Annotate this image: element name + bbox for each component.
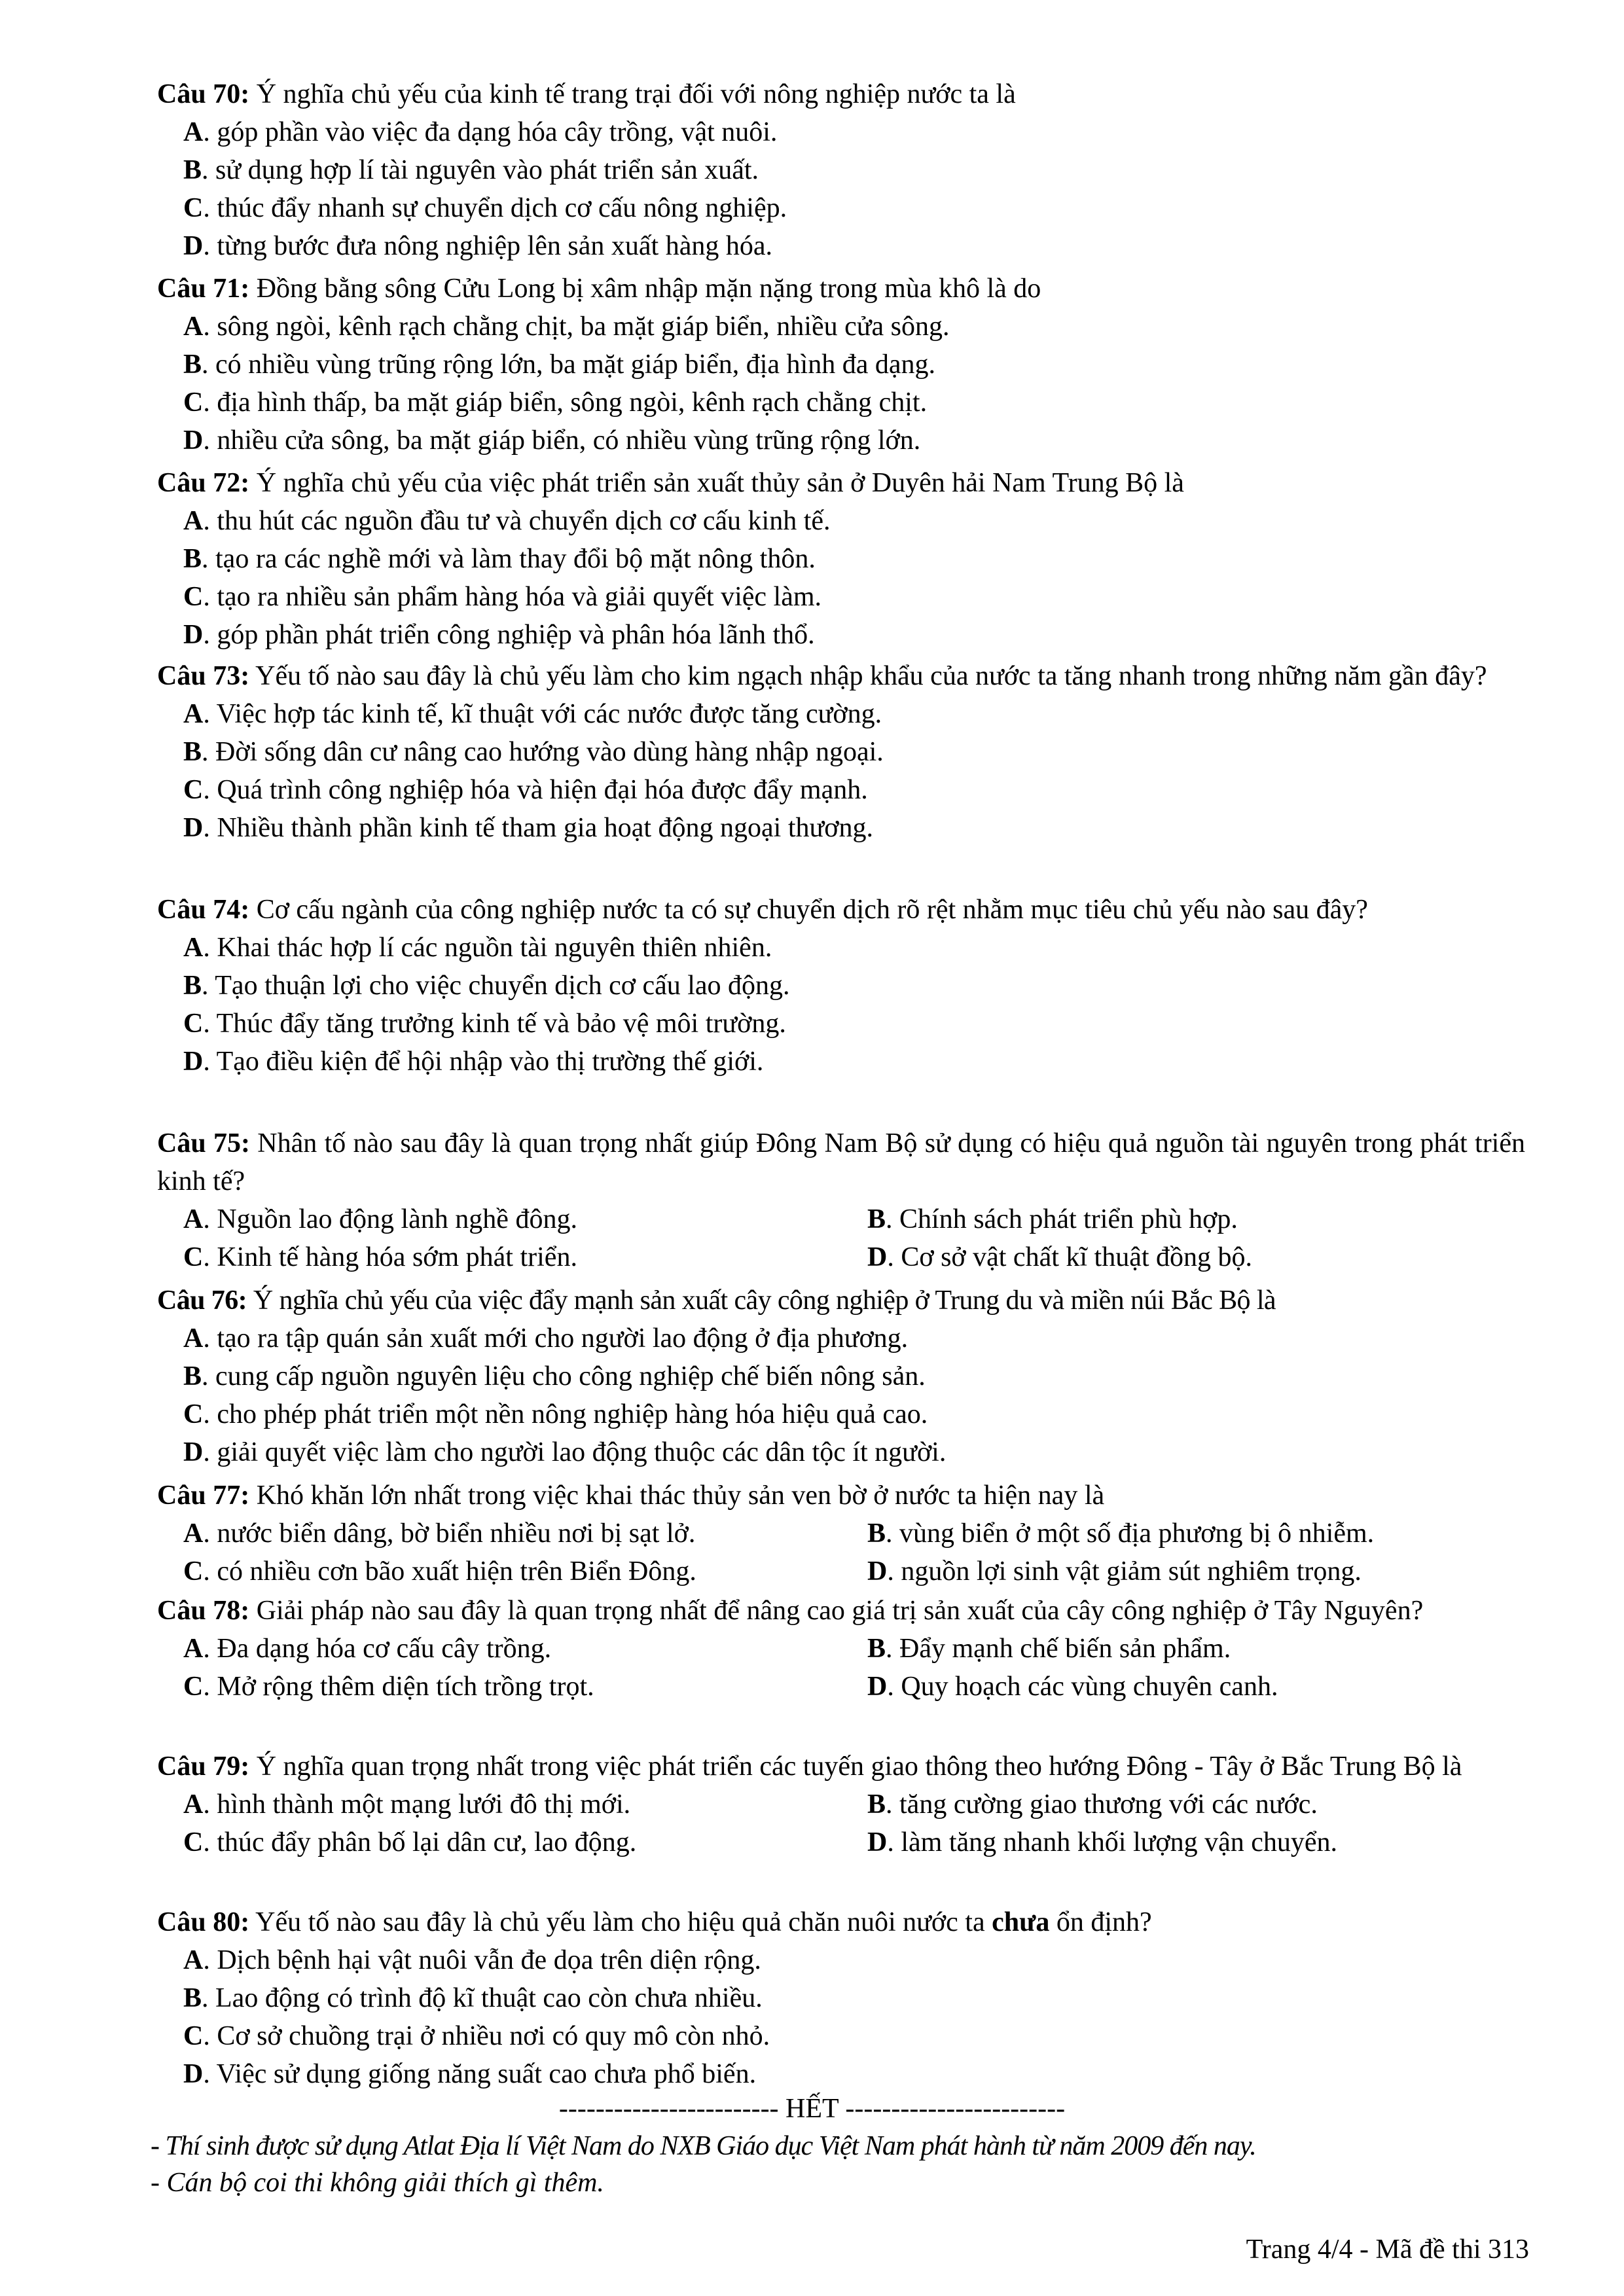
option-a: A. thu hút các nguồn đầu tư và chuyển dịch cơ cấu kinh tế. <box>183 506 831 536</box>
option-c: C. cho phép phát triển một nền nông nghiệp hàng hóa hiệu quả cao. <box>183 1399 928 1429</box>
option-key: B <box>183 155 202 185</box>
option-d: D. Cơ sở vật chất kĩ thuật đồng bộ. <box>867 1242 1253 1272</box>
question-78 <box>157 1592 1525 1706</box>
question-stem: Ý nghĩa chủ yếu của việc phát triển sản xuất thủy sản ở Duyên hải Nam Trung Bộ là <box>256 468 1184 498</box>
option-key: A <box>183 506 204 536</box>
option-key: C <box>183 775 204 805</box>
question-stem-end: ổn định? <box>1049 1907 1152 1937</box>
option-b: B. Chính sách phát triển phù hợp. <box>867 1204 1238 1234</box>
option-c: C. Quá trình công nghiệp hóa và hiện đại hóa được đẩy mạnh. <box>183 775 868 805</box>
option-a: A. Nguồn lao động lành nghề đông. <box>183 1204 577 1234</box>
option-key: C <box>183 193 204 223</box>
option-c: C. tạo ra nhiều sản phẩm hàng hóa và giải quyết việc làm. <box>183 582 822 612</box>
option-key: C <box>183 1827 204 1857</box>
option-text: Cơ sở vật chất kĩ thuật đồng bộ. <box>901 1242 1253 1272</box>
note-atlat: - Thí sinh được sử dụng Atlat Địa lí Việt Nam do NXB Giáo dục Việt Nam phát hành từ năm 2009 đến nay. <box>151 2131 1256 2161</box>
option-d: D. nguồn lợi sinh vật giảm sút nghiêm trọng. <box>867 1556 1362 1587</box>
option-d: D. làm tăng nhanh khối lượng vận chuyển. <box>867 1827 1338 1857</box>
question-77 <box>157 1477 1525 1590</box>
option-a: A. Đa dạng hóa cơ cấu cây trồng. <box>183 1634 552 1664</box>
option-text: Quá trình công nghiệp hóa và hiện đại hóa được đẩy mạnh. <box>217 775 868 805</box>
question-label: Câu 80: <box>157 1907 250 1937</box>
option-text: tạo ra tập quán sản xuất mới cho người lao động ở địa phương. <box>217 1323 909 1354</box>
option-d: D. giải quyết việc làm cho người lao động thuộc các dân tộc ít người. <box>183 1437 947 1467</box>
question-stem: Yếu tố nào sau đây là chủ yếu làm cho hiệu quả chăn nuôi nước ta <box>255 1907 992 1937</box>
option-text: nguồn lợi sinh vật giảm sút nghiêm trọng. <box>901 1556 1362 1587</box>
option-text: làm tăng nhanh khối lượng vận chuyển. <box>901 1827 1338 1857</box>
option-key: B <box>183 971 202 1001</box>
option-key: D <box>867 1556 888 1587</box>
option-b: B. Tạo thuận lợi cho việc chuyển dịch cơ cấu lao động. <box>183 971 790 1001</box>
option-text: góp phần vào việc đa dạng hóa cây trồng, vật nuôi. <box>217 117 778 147</box>
option-d: D. Việc sử dụng giống năng suất cao chưa phổ biến. <box>183 2059 757 2089</box>
option-c: C. Thúc đẩy tăng trưởng kinh tế và bảo vệ môi trường. <box>183 1009 786 1039</box>
option-text: giải quyết việc làm cho người lao động thuộc các dân tộc ít người. <box>217 1437 947 1467</box>
option-b: B. sử dụng hợp lí tài nguyên vào phát triển sản xuất. <box>183 155 759 185</box>
option-a: A. sông ngòi, kênh rạch chằng chịt, ba mặt giáp biển, nhiều cửa sông. <box>183 312 950 342</box>
option-text: Tạo điều kiện để hội nhập vào thị trường thế giới. <box>216 1047 764 1077</box>
option-text: Thúc đẩy tăng trưởng kinh tế và bảo vệ môi trường. <box>216 1009 786 1039</box>
option-text: tạo ra nhiều sản phẩm hàng hóa và giải quyết việc làm. <box>217 582 822 612</box>
option-key: A <box>183 1789 204 1820</box>
option-text: Nguồn lao động lành nghề đông. <box>217 1204 577 1234</box>
option-b: B. vùng biển ở một số địa phương bị ô nhiễm. <box>867 1518 1375 1549</box>
question-70 <box>157 75 1525 265</box>
question-label: Câu 70: <box>157 79 250 109</box>
question-label: Câu 79: <box>157 1751 250 1782</box>
option-key: D <box>183 1047 204 1077</box>
option-c: C. thúc đẩy phân bố lại dân cư, lao động. <box>183 1827 637 1857</box>
option-key: D <box>183 813 204 843</box>
option-key: C <box>183 1242 204 1272</box>
question-label: Câu 76: <box>157 1285 247 1316</box>
option-text: tạo ra các nghề mới và làm thay đổi bộ mặt nông thôn. <box>215 544 816 574</box>
question-stem: Yếu tố nào sau đây là chủ yếu làm cho kim ngạch nhập khẩu của nước ta tăng nhanh trong những năm gần đây? <box>255 661 1487 691</box>
option-key: C <box>183 1672 204 1702</box>
option-key: A <box>183 1518 204 1549</box>
option-b: B. cung cấp nguồn nguyên liệu cho công nghiệp chế biến nông sản. <box>183 1361 926 1391</box>
option-a: A. tạo ra tập quán sản xuất mới cho người lao động ở địa phương. <box>183 1323 909 1354</box>
question-stem-emphasis: chưa <box>992 1907 1050 1937</box>
question-72 <box>157 464 1525 654</box>
option-d: D. Tạo điều kiện để hội nhập vào thị trường thế giới. <box>183 1047 764 1077</box>
option-text: sử dụng hợp lí tài nguyên vào phát triển sản xuất. <box>215 155 759 185</box>
option-text: Tạo thuận lợi cho việc chuyển dịch cơ cấu lao động. <box>215 971 790 1001</box>
question-stem: Ý nghĩa quan trọng nhất trong việc phát triển các tuyến giao thông theo hướng Đông - Tây ở Bắc Trung Bộ là <box>256 1751 1462 1782</box>
option-key: C <box>183 1399 204 1429</box>
option-key: B <box>867 1789 886 1820</box>
option-a: A. Việc hợp tác kinh tế, kĩ thuật với các nước được tăng cường. <box>183 699 882 729</box>
option-key: A <box>183 117 204 147</box>
question-76 <box>157 1282 1525 1471</box>
option-key: A <box>183 1945 204 1975</box>
question-stem: Khó khăn lớn nhất trong việc khai thác thủy sản ven bờ ở nước ta hiện nay là <box>256 1480 1105 1511</box>
question-label: Câu 77: <box>157 1480 250 1511</box>
question-stem: Ý nghĩa chủ yếu của việc đẩy mạnh sản xuất cây công nghiệp ở Trung du và miền núi Bắc Bộ là <box>253 1285 1276 1316</box>
option-b: B. Lao động có trình độ kĩ thuật cao còn chưa nhiều. <box>183 1983 763 2013</box>
option-d: D. Nhiều thành phần kinh tế tham gia hoạt động ngoại thương. <box>183 813 873 843</box>
option-b: B. Đẩy mạnh chế biến sản phẩm. <box>867 1634 1231 1664</box>
question-label: Câu 71: <box>157 274 250 304</box>
page-footer: Trang 4/4 - Mã đề thi 313 <box>1246 2234 1529 2265</box>
option-key: C <box>183 2021 204 2051</box>
option-c: C. địa hình thấp, ba mặt giáp biển, sông ngòi, kênh rạch chằng chịt. <box>183 387 928 418</box>
option-key: D <box>867 1672 888 1702</box>
question-stem: Giải pháp nào sau đây là quan trọng nhất để nâng cao giá trị sản xuất của cây công nghiệp ở Tây Nguyên? <box>256 1596 1424 1626</box>
option-key: D <box>867 1242 888 1272</box>
option-key: B <box>183 1983 202 2013</box>
option-text: thu hút các nguồn đầu tư và chuyển dịch cơ cấu kinh tế. <box>217 506 831 536</box>
question-stem: Đồng bằng sông Cửu Long bị xâm nhập mặn nặng trong mùa khô là do <box>256 274 1041 304</box>
option-text: góp phần phát triển công nghiệp và phân hóa lãnh thổ. <box>217 620 815 650</box>
option-key: C <box>183 582 204 612</box>
option-a: A. góp phần vào việc đa dạng hóa cây trồng, vật nuôi. <box>183 117 778 147</box>
option-key: D <box>867 1827 888 1857</box>
option-text: Đời sống dân cư nâng cao hướng vào dùng hàng nhập ngoại. <box>215 737 884 767</box>
option-key: B <box>867 1634 886 1664</box>
option-key: B <box>183 350 202 380</box>
option-c: C. thúc đẩy nhanh sự chuyển dịch cơ cấu nông nghiệp. <box>183 193 787 223</box>
option-c: C. Kinh tế hàng hóa sớm phát triển. <box>183 1242 577 1272</box>
option-key: A <box>183 699 204 729</box>
question-stem: Nhân tố nào sau đây là quan trọng nhất giúp Đông Nam Bộ sử dụng có hiệu quả nguồn tài nguyên trong phát triển kinh tế? <box>157 1128 1525 1196</box>
option-text: có nhiều vùng trũng rộng lớn, ba mặt giáp biển, địa hình đa dạng. <box>215 350 935 380</box>
option-key: C <box>183 387 204 418</box>
option-key: B <box>183 544 202 574</box>
option-key: B <box>183 1361 202 1391</box>
option-key: D <box>183 425 204 456</box>
option-text: vùng biển ở một số địa phương bị ô nhiễm. <box>899 1518 1375 1549</box>
option-text: cho phép phát triển một nền nông nghiệp hàng hóa hiệu quả cao. <box>217 1399 928 1429</box>
option-text: Dịch bệnh hại vật nuôi vẫn đe dọa trên diện rộng. <box>217 1945 761 1975</box>
option-text: Lao động có trình độ kĩ thuật cao còn chưa nhiều. <box>215 1983 763 2013</box>
option-text: Đẩy mạnh chế biến sản phẩm. <box>899 1634 1231 1664</box>
option-text: Quy hoạch các vùng chuyên canh. <box>901 1672 1278 1702</box>
option-a: A. nước biển dâng, bờ biển nhiều nơi bị sạt lở. <box>183 1518 696 1549</box>
question-label: Câu 75: <box>157 1128 250 1158</box>
note-no-explanation: - Cán bộ coi thi không giải thích gì thêm. <box>151 2168 604 2198</box>
option-text: địa hình thấp, ba mặt giáp biển, sông ngòi, kênh rạch chằng chịt. <box>217 387 928 418</box>
option-key: D <box>183 1437 204 1467</box>
option-text: Kinh tế hàng hóa sớm phát triển. <box>217 1242 577 1272</box>
question-label: Câu 74: <box>157 895 250 925</box>
option-text: Việc sử dụng giống năng suất cao chưa phổ biến. <box>216 2059 757 2089</box>
option-text: sông ngòi, kênh rạch chằng chịt, ba mặt giáp biển, nhiều cửa sông. <box>217 312 950 342</box>
option-text: Đa dạng hóa cơ cấu cây trồng. <box>217 1634 552 1664</box>
option-text: cung cấp nguồn nguyên liệu cho công nghiệp chế biến nông sản. <box>215 1361 926 1391</box>
option-a: A. Khai thác hợp lí các nguồn tài nguyên thiên nhiên. <box>183 933 772 963</box>
question-74 <box>157 891 1525 1081</box>
question-79 <box>157 1748 1525 1861</box>
option-c: C. có nhiều cơn bão xuất hiện trên Biển Đông. <box>183 1556 696 1587</box>
option-text: Chính sách phát triển phù hợp. <box>899 1204 1238 1234</box>
option-text: từng bước đưa nông nghiệp lên sản xuất hàng hóa. <box>217 231 772 261</box>
option-text: nước biển dâng, bờ biển nhiều nơi bị sạt lở. <box>217 1518 696 1549</box>
option-key: A <box>183 312 204 342</box>
question-71 <box>157 270 1525 459</box>
option-b: B. tạo ra các nghề mới và làm thay đổi bộ mặt nông thôn. <box>183 544 816 574</box>
option-c: C. Mở rộng thêm diện tích trồng trọt. <box>183 1672 594 1702</box>
option-text: Mở rộng thêm diện tích trồng trọt. <box>217 1672 594 1702</box>
question-label: Câu 78: <box>157 1596 250 1626</box>
option-b: B. tăng cường giao thương với các nước. <box>867 1789 1318 1820</box>
option-key: A <box>183 933 204 963</box>
question-73 <box>157 657 1525 847</box>
question-stem: Ý nghĩa chủ yếu của kinh tế trang trại đối với nông nghiệp nước ta là <box>256 79 1016 109</box>
option-key: A <box>183 1634 204 1664</box>
option-text: thúc đẩy phân bố lại dân cư, lao động. <box>217 1827 637 1857</box>
option-key: D <box>183 231 204 261</box>
option-key: A <box>183 1204 204 1234</box>
option-d: D. Quy hoạch các vùng chuyên canh. <box>867 1672 1278 1702</box>
option-b: B. Đời sống dân cư nâng cao hướng vào dùng hàng nhập ngoại. <box>183 737 884 767</box>
option-d: D. nhiều cửa sông, ba mặt giáp biển, có nhiều vùng trũng rộng lớn. <box>183 425 921 456</box>
option-d: D. từng bước đưa nông nghiệp lên sản xuất hàng hóa. <box>183 231 772 261</box>
option-key: A <box>183 1323 204 1354</box>
option-text: có nhiều cơn bão xuất hiện trên Biển Đông. <box>217 1556 696 1587</box>
option-text: Khai thác hợp lí các nguồn tài nguyên thiên nhiên. <box>217 933 772 963</box>
end-marker: ------------------------ HẾT ------------------------ <box>558 2094 1066 2124</box>
option-text: tăng cường giao thương với các nước. <box>899 1789 1318 1820</box>
option-key: D <box>183 620 204 650</box>
option-text: Cơ sở chuồng trại ở nhiều nơi có quy mô còn nhỏ. <box>217 2021 770 2051</box>
option-key: B <box>183 737 202 767</box>
option-key: C <box>183 1009 204 1039</box>
option-text: Việc hợp tác kinh tế, kĩ thuật với các nước được tăng cường. <box>216 699 882 729</box>
question-stem: Cơ cấu ngành của công nghiệp nước ta có sự chuyển dịch rõ rệt nhằm mục tiêu chủ yếu nào sau đây? <box>256 895 1368 925</box>
option-key: D <box>183 2059 204 2089</box>
option-key: B <box>867 1204 886 1234</box>
option-text: Nhiều thành phần kinh tế tham gia hoạt động ngoại thương. <box>217 813 873 843</box>
option-b: B. có nhiều vùng trũng rộng lớn, ba mặt giáp biển, địa hình đa dạng. <box>183 350 935 380</box>
option-a: A. Dịch bệnh hại vật nuôi vẫn đe dọa trên diện rộng. <box>183 1945 761 1975</box>
option-text: thúc đẩy nhanh sự chuyển dịch cơ cấu nông nghiệp. <box>217 193 787 223</box>
question-75 <box>157 1124 1525 1276</box>
question-label: Câu 73: <box>157 661 250 691</box>
option-c: C. Cơ sở chuồng trại ở nhiều nơi có quy mô còn nhỏ. <box>183 2021 770 2051</box>
option-text: nhiều cửa sông, ba mặt giáp biển, có nhiều vùng trũng rộng lớn. <box>217 425 921 456</box>
question-80 <box>157 1903 1525 2093</box>
option-a: A. hình thành một mạng lưới đô thị mới. <box>183 1789 631 1820</box>
option-key: C <box>183 1556 204 1587</box>
question-label: Câu 72: <box>157 468 250 498</box>
option-d: D. góp phần phát triển công nghiệp và phân hóa lãnh thổ. <box>183 620 815 650</box>
option-text: hình thành một mạng lưới đô thị mới. <box>217 1789 631 1820</box>
option-key: B <box>867 1518 886 1549</box>
